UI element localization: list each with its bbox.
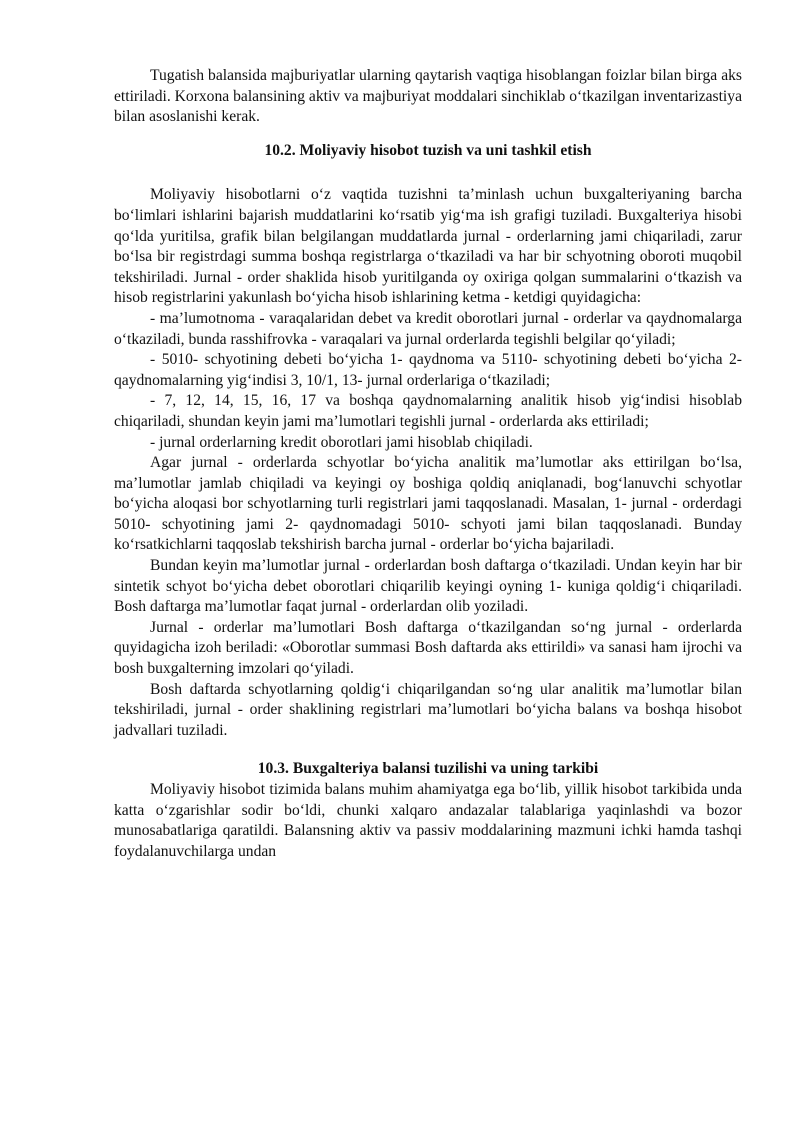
list-item: - jurnal orderlarning kredit oborotlari jami hisoblab chiqiladi.	[150, 433, 533, 451]
paragraph: Moliyaviy hisobot tizimida balans muhim ahamiyatga ega bo‘lib, yillik hisobot tarkibida unda katta o‘zgarishlar sodir bo‘ldi, chunki xalqaro andazalar talablariga yaqinlashdi va bozor munosabatlariga qaratildi. Balansning aktiv va passiv moddalarining mazmuni ichki hamda tashqi foydalanuvchilarga undan	[114, 781, 742, 860]
paragraph: Jurnal - orderlar ma’lumotlari Bosh daftarga o‘tkazilgandan so‘ng jurnal - orderlarda quyidagicha izoh beriladi: «Oborotlar summasi Bosh daftarda aks ettirildi» va sanasi ham ijrochi va bosh buxgalterning imzolari qo‘yiladi.	[114, 618, 742, 678]
document-page	[114, 66, 742, 862]
section-heading-10-2: 10.2. Moliyaviy hisobot tuzish va uni tashkil etish	[264, 141, 592, 159]
list-item: - 5010- schyotining debeti bo‘yicha 1- qaydnoma va 5110- schyotining debeti bo‘yicha 2- qaydnomalarning yig‘indisi 3, 10/1, 13- jurnal orderlariga o‘tkaziladi;	[114, 351, 742, 389]
paragraph: Agar jurnal - orderlarda schyotlar bo‘yicha analitik ma’lumotlar aks ettirilgan bo‘lsa, ma’lumotlar jamlab chiqiladi va keyingi oy boshiga qoldiq aniqlanadi, bog‘lanuvchi schyotlar bo‘yicha aloqasi bor schyotlarning turli registrlari jami taqqoslanadi. Masalan, 1- jurnal - orderdagi 5010- schyotining jami 2- qaydnomadagi 5010- schyoti jami bilan taqqoslanadi. Bunday ko‘rsatkichlarni taqqoslab tekshirish barcha jurnal - orderlar bo‘yicha bajariladi.	[114, 454, 742, 554]
list-item: - 7, 12, 14, 15, 16, 17 va boshqa qaydnomalarning analitik hisob yig‘indisi hisoblab chiqariladi, shundan keyin jami ma’lumotlari tegishli jurnal - orderlarda aks ettiriladi;	[114, 392, 742, 430]
intro-paragraph: Tugatish balansida majburiyatlar ularning qaytarish vaqtiga hisoblangan foizlar bilan birga aks ettiriladi. Korxona balansining aktiv va majburiyat moddalari sinchiklab o‘tkazilgan inventarizastiya bilan asoslanishi kerak.	[114, 67, 742, 126]
paragraph: Bosh daftarda schyotlarning qoldig‘i chiqarilgandan so‘ng ular analitik ma’lumotlar bilan tekshiriladi, jurnal - order shaklining registrlari ma’lumotlari bo‘yicha balans va boshqa hisobot jadvallari tuziladi.	[114, 680, 742, 739]
paragraph: Moliyaviy hisobotlarni o‘z vaqtida tuzishni ta’minlash uchun buxgalteriyaning barcha bo‘limlari ishlarini bajarish muddatlarini ko‘rsatib yig‘ma ish grafigi tuziladi. Buxgalteriya hisobi qo‘lda yuritilsa, grafik bilan belgilangan muddatlarda jurnal - orderlarning jami chiqariladi, zarur bo‘lsa bir registrdagi summa boshqa registrlarga o‘tkaziladi va har bir schyotning oboroti muqobil tekshiriladi. Jurnal - order shaklida hisob yuritilganda oy oxiriga qolgan summalarini o‘tkazish va hisob registrlarini yakunlash bo‘yicha hisob ishlarining ketma - ketdigi quyidagicha:	[114, 186, 742, 307]
section-heading-10-3: 10.3. Buxgalteriya balansi tuzilishi va uning tarkibi	[257, 760, 599, 778]
paragraph: Bundan keyin ma’lumotlar jurnal - orderlardan bosh daftarga o‘tkaziladi. Undan keyin har bir sintetik schyot bo‘yicha debet oborotlari chiqarilib keyingi oyning 1- kuniga qoldig‘i chiqariladi. Bosh daftarga ma’lumotlar faqat jurnal - orderlardan olib yoziladi.	[114, 557, 742, 616]
list-item: - ma’lumotnoma - varaqalaridan debet va kredit oborotlari jurnal - orderlar va qaydnomalarga o‘tkaziladi, bunda rasshifrovka - varaqalari va jurnal orderlarda tegishli belgilar qo‘yiladi;	[114, 309, 742, 348]
